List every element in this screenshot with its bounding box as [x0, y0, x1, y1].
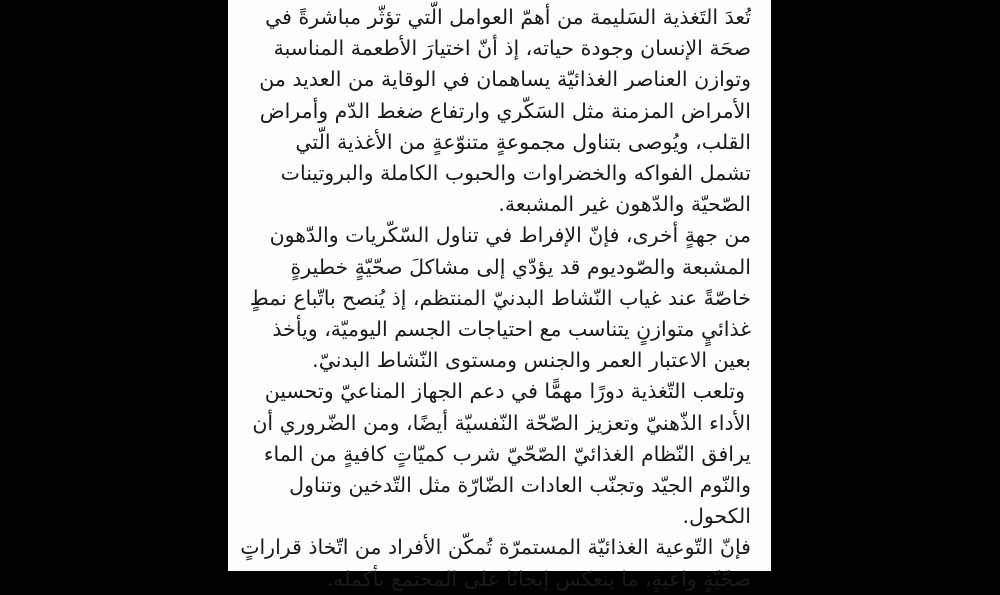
text-line: الكحول. [682, 504, 751, 529]
article-body [240, 2, 751, 595]
text-line: خاصّةً عند غياب النّشاط البدنيّ المنتظم، إذ يُنصح باتّباع نمطٍ [249, 285, 751, 310]
text-line: والنّوم الجيّد وتجنّب العادات الضّارّة مثل التّدخين وتناول [289, 473, 751, 498]
text-line: من جهةٍ أخرى، فإنّ الإفراط في تناول السّكّريات والدّهون [269, 223, 751, 248]
text-line: وتوازن العناصر الغذائيّة يساهمان في الوقاية من العديد من [259, 67, 751, 92]
text-line: فإنّ التّوعية الغذائيّة المستمرّة تُمكّن الأفراد من اتّخاذ قراراتٍ [240, 535, 751, 560]
text-line: صحَة الإنسان وجودة حياته، إذ أنّ اختيارَ الأطعمة المناسبة [273, 36, 751, 61]
text-line: الأمراض المزمنة مثل السَكّري وارتفاع ضغط الدّم وأمراض [259, 98, 751, 123]
text-line: صحّيّةٍ واعيةٍ، ما ينعكس إيجابًا على المجتمع بأكمله. [326, 566, 751, 591]
text-line: بعين الاعتبار العمر والجنس ومستوى النّشاط البدنيّ. [312, 348, 751, 373]
document-page [228, 0, 771, 591]
text-line: يرافق النّظام الغذائيّ الصّحّيّ شرب كميّاتٍ كافيةٍ من الماء [263, 441, 751, 466]
text-line: المشبعة والصّوديوم قد يؤدّي إلى مشاكلَ صحّيّةٍ خطيرةٍ [290, 254, 751, 279]
text-line: وتلعب التّغذية دورًا مهمًّا في دعم الجهاز المناعيّ وتحسين [264, 379, 745, 404]
text-line: تُعدَ التَغذية السَليمة من أهمّ العوامل الّتي تؤثّر مباشرةً في [265, 5, 751, 29]
text-line: الصّحيّة والدّهون غير المشبعة. [498, 192, 751, 217]
text-line: الأداء الذّهنيّ وتعزيز الصّحّة النّفسيّة أيضًا، ومن الضّروري أن [252, 410, 751, 435]
text-line: تشمل الفواكه والخضراوات والحبوب الكاملة والبروتينات [280, 161, 751, 186]
text-line: غذائيٍ متوازنٍ يتناسب مع احتياجات الجسم اليوميّة، ويأخذ [272, 317, 751, 342]
text-line: القلب، ويُوصى بتناول مجموعةٍ متنوّعةٍ من الأغذية الّتي [295, 129, 751, 154]
